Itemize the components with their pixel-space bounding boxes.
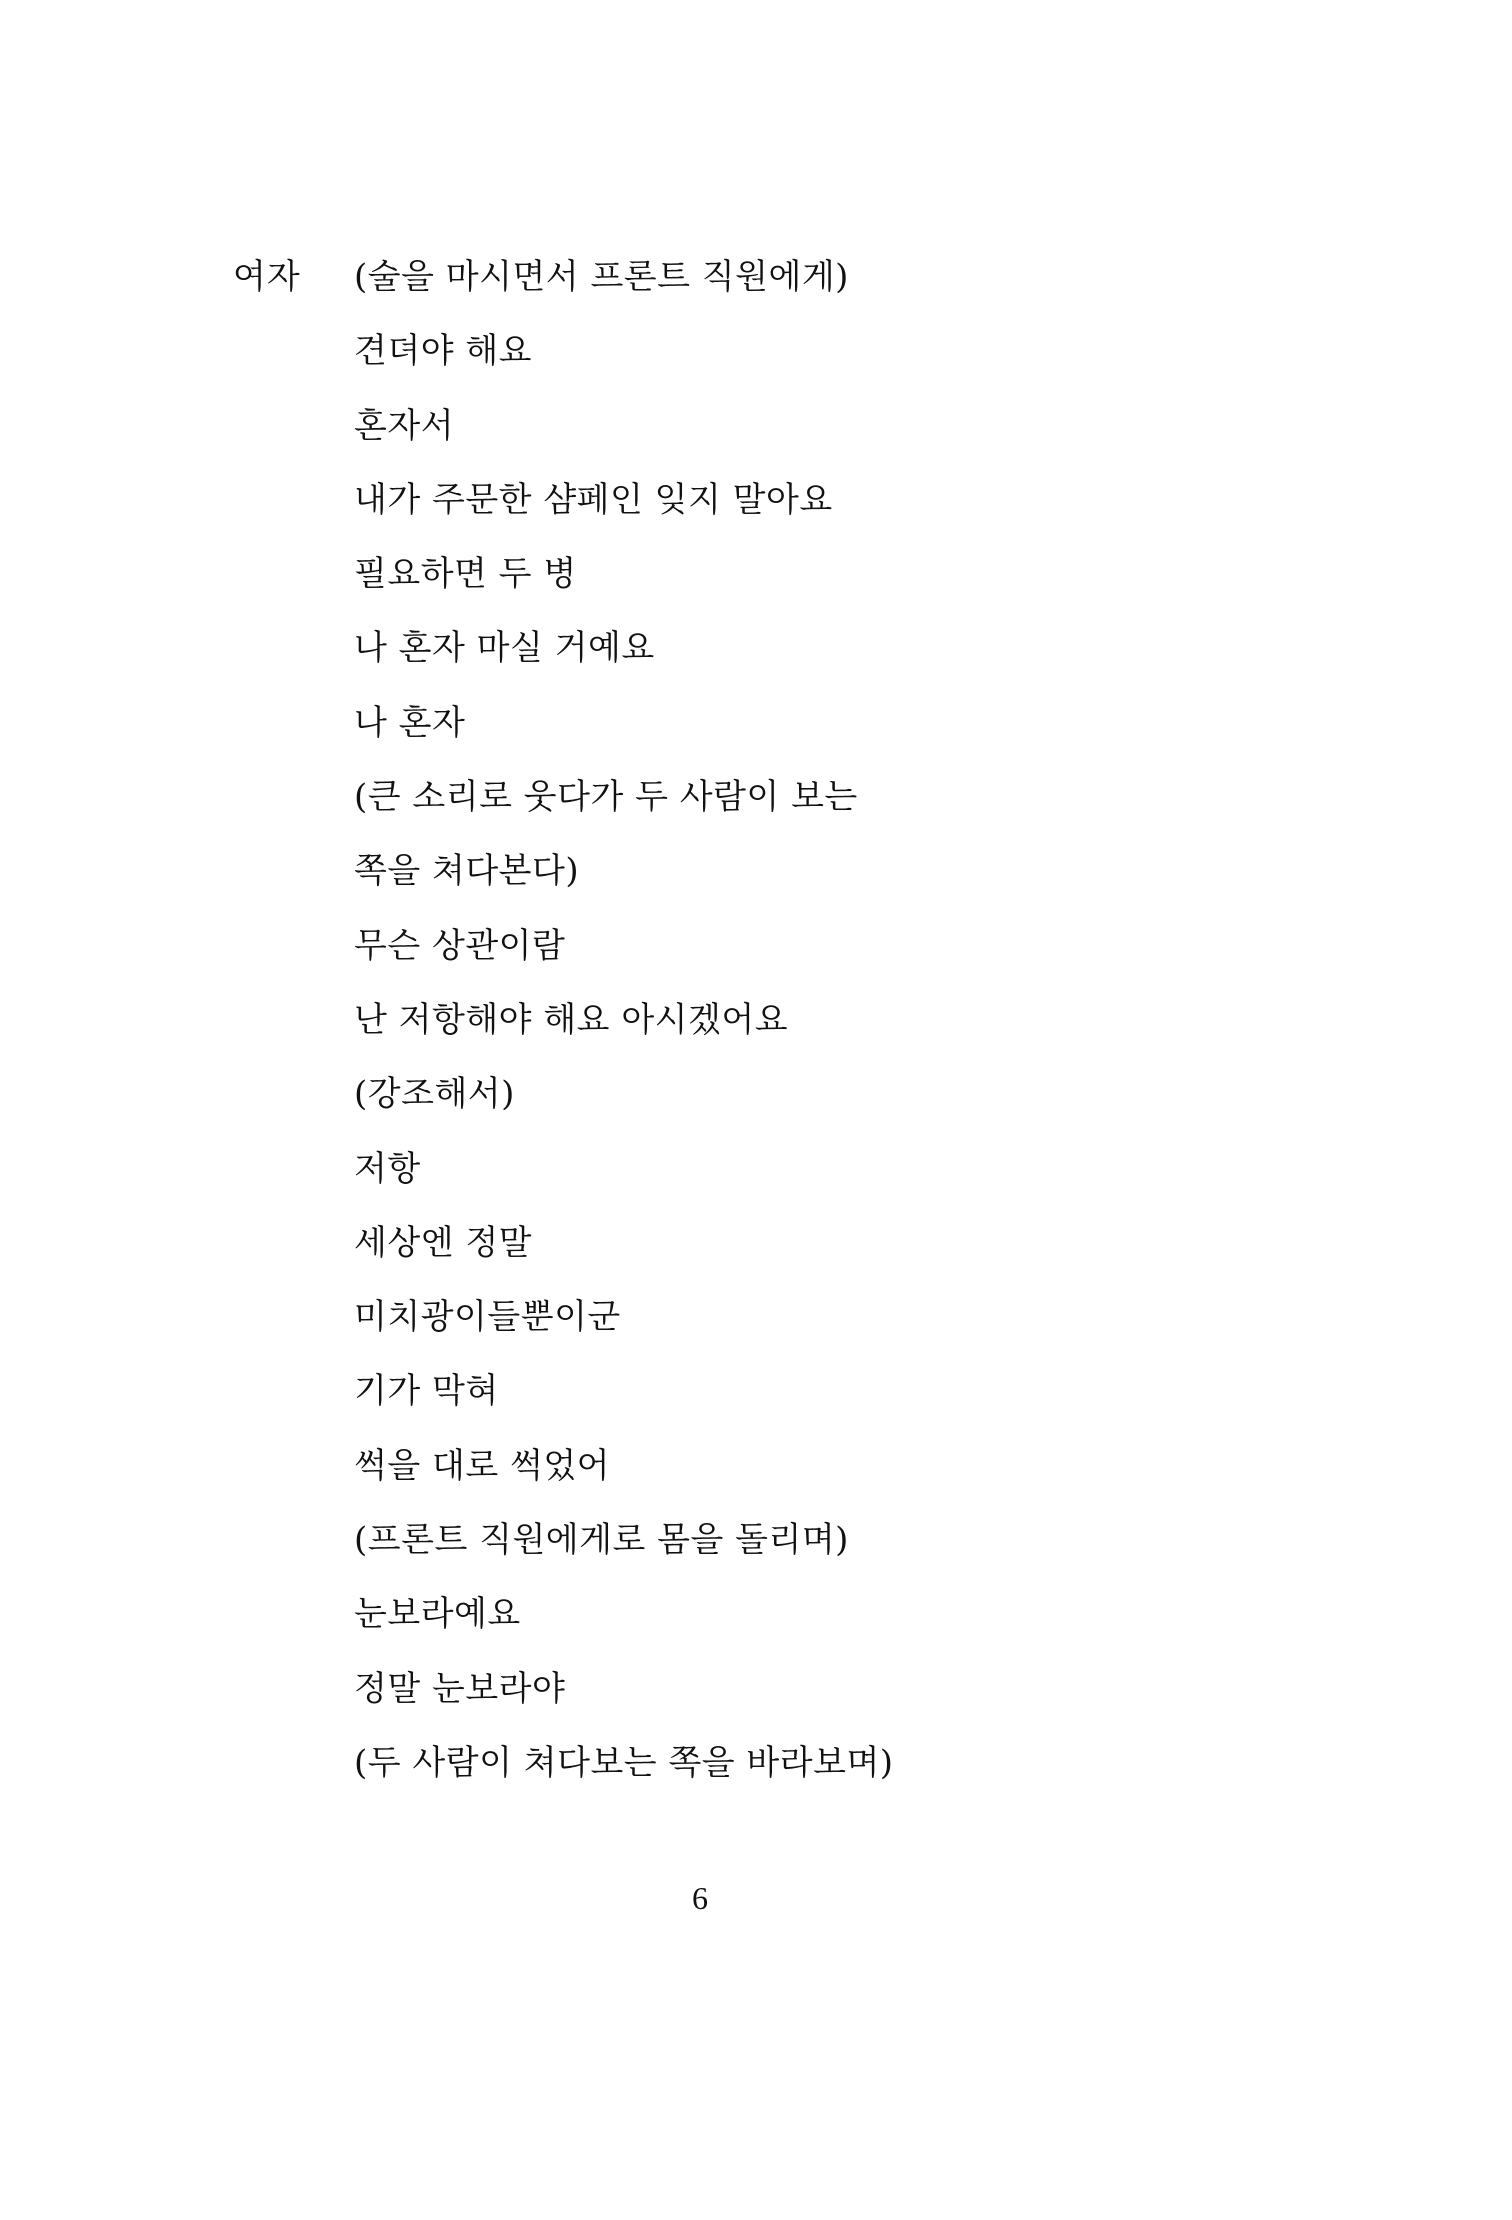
dialogue-line: 필요하면 두 병 — [354, 554, 577, 595]
stage-direction: (큰 소리로 웃다가 두 사람이 보는 — [354, 777, 858, 818]
speaker-name: 여자 — [233, 257, 301, 297]
dialogue-block — [354, 255, 894, 1815]
stage-direction: (강조해서) — [354, 1074, 515, 1115]
dialogue-line: 혼자서 — [354, 405, 455, 446]
page-number: 6 — [692, 1880, 708, 1916]
dialogue-line: 썩을 대로 썩었어 — [354, 1445, 611, 1486]
dialogue-line: 눈보라예요 — [354, 1594, 521, 1635]
dialogue-line: 세상엔 정말 — [354, 1222, 533, 1263]
stage-direction: (두 사람이 쳐다보는 쪽을 바라보며) — [354, 1742, 894, 1783]
dialogue-line: 미치광이들뿐이군 — [354, 1297, 621, 1338]
dialogue-line: 기가 막혀 — [354, 1371, 499, 1412]
dialogue-line: 무슨 상관이람 — [354, 925, 566, 966]
dialogue-line: 견뎌야 해요 — [354, 331, 533, 372]
stage-direction: (프론트 직원에게로 몸을 돌리며) — [354, 1520, 849, 1561]
dialogue-line: 내가 주문한 샴페인 잊지 말아요 — [354, 479, 833, 520]
dialogue-line: 저항 — [354, 1148, 421, 1189]
dialogue-line: 나 혼자 — [354, 702, 466, 743]
dialogue-line: (술을 마시면서 프론트 직원에게) — [354, 257, 849, 297]
dialogue-line: 정말 눈보라야 — [354, 1668, 566, 1709]
stage-direction: 쪽을 쳐다본다) — [354, 851, 580, 892]
dialogue-line: 나 혼자 마실 거예요 — [354, 628, 655, 669]
dialogue-line: 난 저항해야 해요 아시겠어요 — [354, 999, 789, 1040]
